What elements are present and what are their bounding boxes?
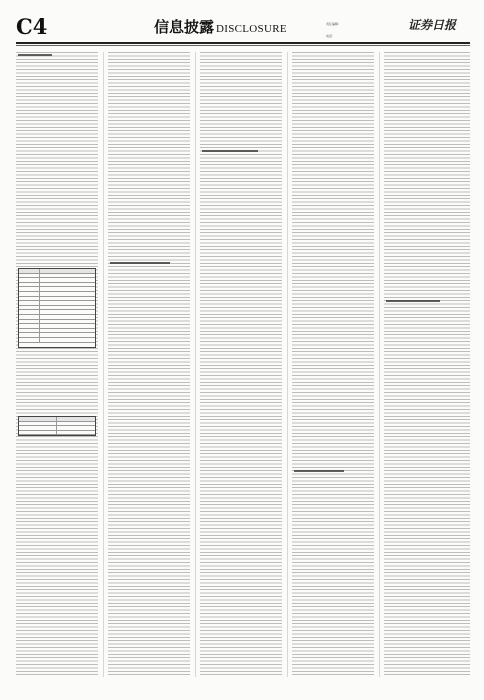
text-column-2 (108, 52, 190, 677)
contact-line: 电话： (326, 34, 336, 38)
column-divider (287, 52, 288, 677)
page-number: C4 (16, 14, 48, 39)
article-heading (386, 300, 440, 302)
column-divider (195, 52, 196, 677)
article-heading (18, 54, 52, 56)
masthead-rule (16, 42, 470, 44)
text-column-4 (292, 52, 374, 677)
summary-table (18, 416, 96, 436)
article-heading (202, 150, 258, 152)
editor-credits: 责任编辑： (326, 22, 342, 26)
body-text (16, 52, 98, 677)
body-text (292, 52, 374, 677)
table-row (19, 338, 95, 343)
masthead-rule-thin (16, 45, 470, 46)
masthead (16, 16, 470, 42)
body-text (384, 52, 470, 677)
disclosure-table (18, 268, 96, 348)
article-heading (110, 262, 170, 264)
section-title-en: DISCLOSURE (216, 23, 287, 35)
article-heading (294, 470, 344, 472)
section-title (154, 18, 287, 38)
column-divider (103, 52, 104, 677)
table-row (19, 431, 95, 436)
body-text (108, 52, 190, 677)
body-text (200, 52, 282, 677)
text-column-3 (200, 52, 282, 677)
newspaper-logo: 证券日报 (408, 18, 457, 32)
text-column-1 (16, 52, 98, 677)
column-divider (379, 52, 380, 677)
section-title-cn: 信息披露 (154, 18, 215, 36)
text-column-5 (384, 52, 470, 677)
